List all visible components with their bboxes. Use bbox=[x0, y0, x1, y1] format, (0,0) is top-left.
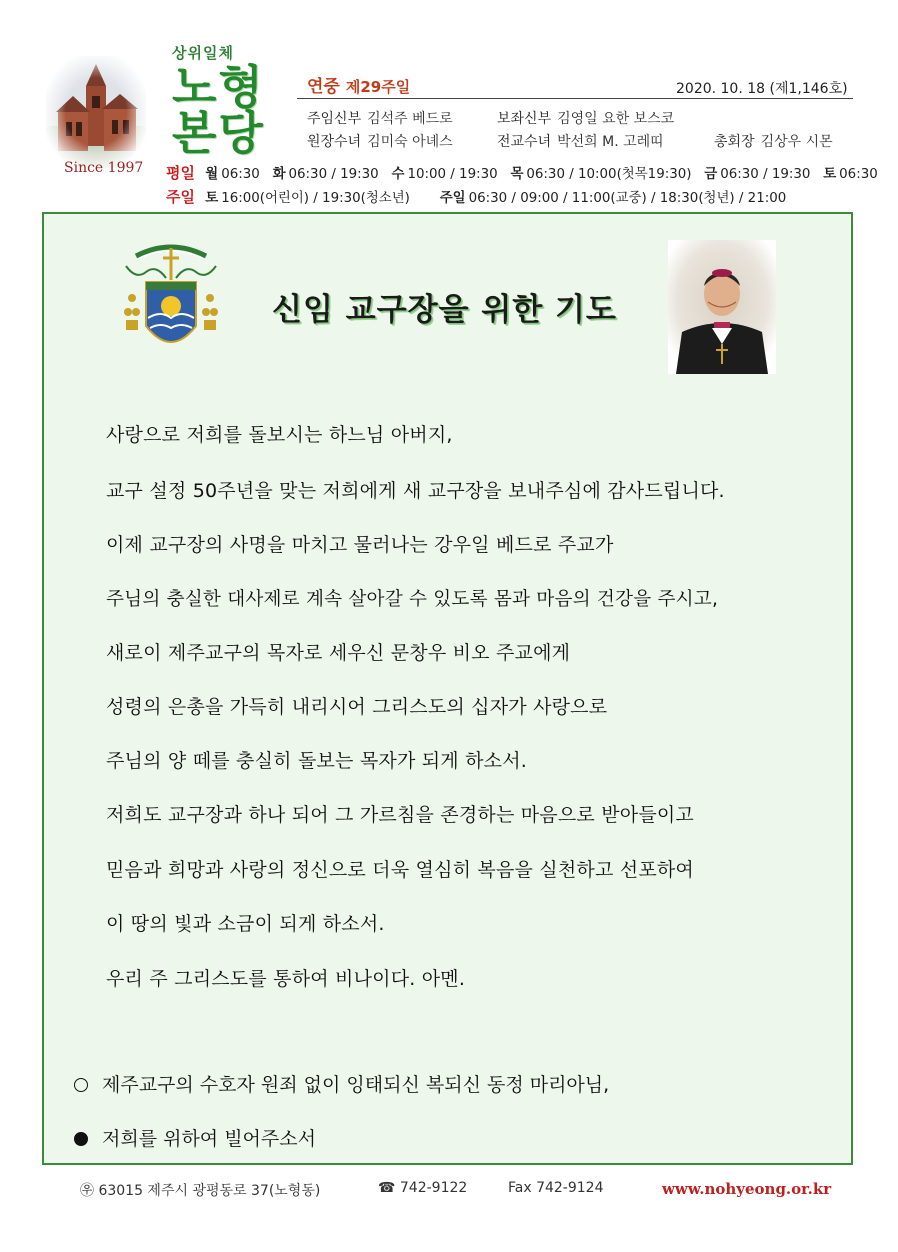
prayer-line: 사랑으로 저희를 돌보시는 하느님 아버지, bbox=[106, 424, 453, 446]
prayer-line: 교구 설정 50주년을 맞는 저희에게 새 교구장을 보내주심에 감사드립니다. bbox=[106, 480, 725, 502]
liturgical-season bbox=[307, 72, 410, 97]
staff-pastor: 주임신부 김석주 베드로 bbox=[307, 111, 453, 127]
staff-assistant: 보좌신부 김영일 요한 보스코 bbox=[497, 111, 675, 127]
staff-catechist: 전교수녀 박선희 M. 고레띠 bbox=[497, 134, 664, 150]
prayer-line: 이 땅의 빛과 소금이 되게 하소서. bbox=[106, 913, 385, 935]
since-year: Since 1997 bbox=[64, 160, 144, 176]
bishop-portrait-photo bbox=[668, 240, 776, 374]
footer-address: ㉾ 63015 제주시 광평동로 37(노형동) bbox=[80, 1183, 321, 1199]
prayer-line: 주님의 충실한 대사제로 계속 살아갈 수 있도록 몸과 마음의 건강을 주시고, bbox=[106, 589, 719, 610]
parish-name-line2: 본당 bbox=[172, 106, 265, 160]
prayer-line: 새로이 제주교구의 목자로 세우신 문창우 비오 주교에게 bbox=[106, 642, 571, 664]
prayer-line: 성령의 은총을 가득히 내리시어 그리스도의 십자가 사랑으로 bbox=[106, 696, 608, 718]
bishop-coat-of-arms bbox=[116, 236, 226, 366]
prayer-line: 믿음과 희망과 사랑의 정신으로 더욱 열심히 복음을 실천하고 선포하여 bbox=[106, 859, 694, 881]
staff-superior: 원장수녀 김미숙 아녜스 bbox=[307, 134, 453, 150]
season-name: 연중 bbox=[307, 77, 340, 97]
prayer-line: 저희도 교구장과 하나 되어 그 가르침을 존경하는 마음으로 받아들이고 bbox=[106, 804, 694, 826]
invocation-call: 제주교구의 수호자 원죄 없이 잉태되신 복되신 동정 마리아님, bbox=[74, 1070, 609, 1097]
prayer-line: 이제 교구장의 사명을 마치고 물러나는 강우일 베드로 주교가 bbox=[106, 534, 614, 556]
staff-president: 총회장 김상우 시몬 bbox=[714, 134, 833, 150]
open-circle-icon bbox=[74, 1078, 88, 1092]
issue-date: 2020. 10. 18 (제1,146호) bbox=[676, 81, 848, 97]
footer-fax: Fax 742-9124 bbox=[508, 1180, 604, 1196]
prayer-line: 주님의 양 떼를 충실히 돌보는 목자가 되게 하소서. bbox=[106, 750, 527, 772]
prayer-line: 우리 주 그리스도를 통하여 비나이다. 아멘. bbox=[106, 968, 466, 990]
weekday-mass-times: 평일 월 06:30 화 06:30 / 19:30 수 10:00 / 19:30 목 06:30 / 10:00(첫목19:30) 금 06:30 / 19:30 토 06:30 bbox=[166, 164, 878, 182]
parish-motto: 상위일체 bbox=[172, 44, 234, 62]
sunday-mass-times: 주일 토 16:00(어린이) / 19:30(청소년) 주일 06:30 / 09:00 / 11:00(교중) / 18:30(청년) / 21:00 bbox=[166, 188, 787, 206]
parish-name-line1: 노형 bbox=[172, 60, 265, 114]
header-divider bbox=[297, 98, 853, 99]
filled-circle-icon bbox=[74, 1132, 88, 1146]
week-name: 제29주일 bbox=[345, 78, 411, 96]
footer-website-link[interactable]: www.nohyeong.or.kr bbox=[662, 1180, 832, 1198]
church-building-image bbox=[46, 56, 146, 168]
footer-phone: ☎ 742-9122 bbox=[378, 1180, 468, 1196]
invocation-response: 저희를 위하여 빌어주소서 bbox=[74, 1124, 316, 1151]
prayer-title: 신임 교구장을 위한 기도 bbox=[272, 292, 617, 328]
